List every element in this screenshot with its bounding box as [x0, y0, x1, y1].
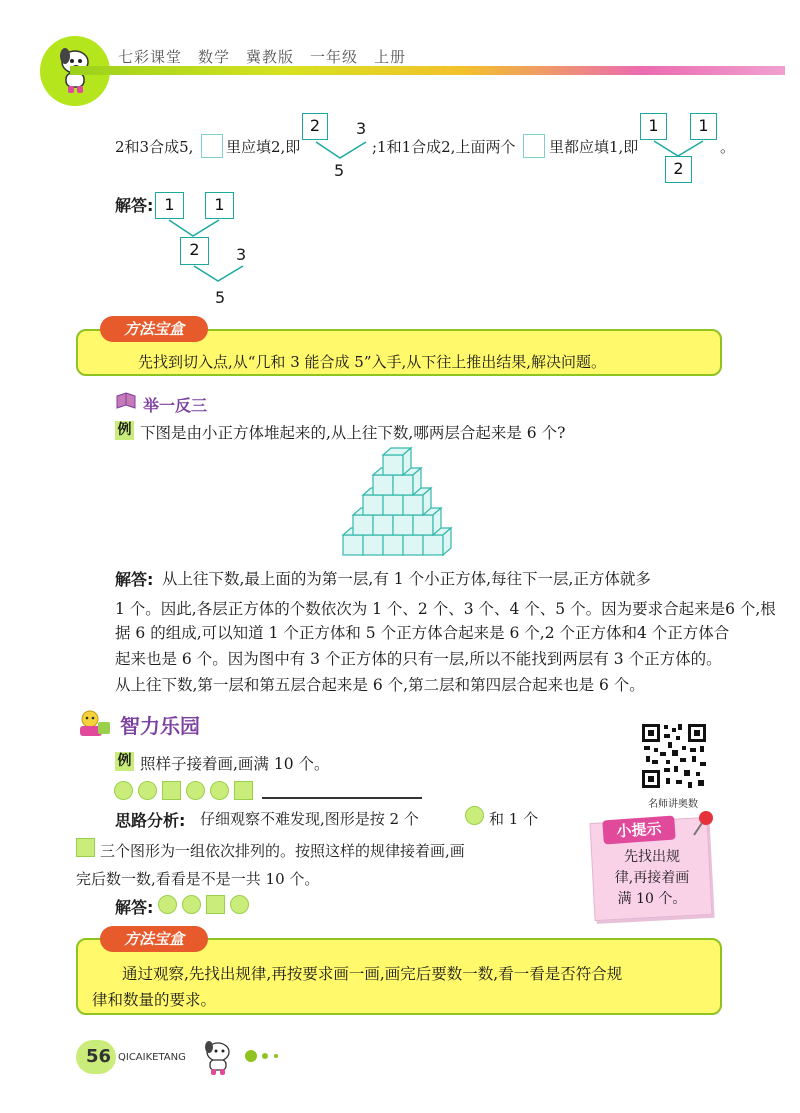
tip-line-2: 律,再接着画: [614, 870, 690, 886]
intro-part4: 里都应填1,即: [549, 138, 639, 156]
diag1-top-right: 3: [356, 119, 367, 138]
analysis-text-a: 仔细观察不难发现,图形是按 2 个: [200, 810, 419, 828]
diag1-top-left-box: 2: [302, 113, 328, 140]
pattern-square: [234, 781, 253, 800]
answer1-bottom: 5: [215, 288, 226, 307]
answer-square: [206, 895, 225, 914]
juyi-answer-line-1: 从上往下数,最上面的为第一层,有 1 个小正方体,每往下一层,正方体就多: [162, 570, 651, 588]
answer-circle: [158, 895, 177, 914]
footer-dog-icon: [198, 1038, 244, 1076]
answer1-box-1: 1: [155, 192, 184, 219]
tip-tag: 小提示: [602, 816, 675, 845]
analysis-label: 思路分析:: [115, 811, 186, 830]
answer-circle: [182, 895, 201, 914]
header-color-bar: [70, 66, 785, 75]
intro-empty-box-2: [523, 134, 545, 158]
juyi-answer-line-4: 起来也是 6 个。因为图中有 3 个正方体的只有一层,所以不能找到两层有 3 个正方体的。: [115, 650, 722, 668]
juyi-answer-line-2: 1 个。因此,各层正方体的个数依次为 1 个、2 个、3 个、4 个、5 个。因为要求合起来是6 个,根: [115, 600, 776, 618]
juyi-answer-line-3: 据 6 的组成,可以知道 1 个正方体和 5 个正方体合起来是 6 个,2 个正方体和4 个正方体合: [115, 624, 730, 642]
analysis-text-b: 和 1 个: [489, 810, 539, 828]
pattern-circle: [210, 781, 229, 800]
analysis-circle-shape: [465, 806, 484, 825]
method-text-1: 先找到切入点,从“几和 3 能合成 5”入手,从下往上推出结果,解决问题。: [138, 353, 607, 371]
puzzle-section-icon: [76, 708, 114, 738]
juyi-question: 下图是由小正方体堆起来的,从上往下数,哪两层合起来是 6 个?: [140, 424, 566, 442]
zhili-answer-shapes: [158, 894, 249, 914]
footer-dot-small: [274, 1054, 278, 1058]
pattern-circle: [114, 781, 133, 800]
pattern-square: [162, 781, 181, 800]
answer1-label: 解答:: [115, 196, 154, 215]
answer1-v-top: [165, 219, 225, 239]
analysis-text-c: 三个图形为一组依次排列的。按照这样的规律接着画,画: [100, 842, 465, 860]
intro-empty-box-1: [201, 134, 223, 158]
method-tag-1: 方法宝盒: [100, 316, 208, 342]
analysis-text-d: 完后数一数,看看是不是一共 10 个。: [76, 870, 320, 888]
diag2-top-right-box: 1: [690, 113, 717, 140]
cube-pyramid-figure: [339, 440, 463, 562]
book-icon: [115, 392, 137, 410]
diag1-v-lines: [312, 140, 372, 162]
answer-circle: [230, 895, 249, 914]
page-number: 56: [86, 1046, 112, 1067]
zhili-answer-label: 解答:: [115, 898, 154, 917]
zhili-question: 照样子接着画,画满 10 个。: [140, 755, 330, 773]
tip-text: [602, 847, 702, 910]
section-zhili-title: 智力乐园: [120, 714, 200, 738]
intro-part2: 里应填2,即: [226, 138, 301, 156]
answer1-box-2: 1: [205, 192, 234, 219]
intro-part3: ;1和1合成2,上面两个: [372, 138, 516, 156]
example-label-1: 例: [115, 421, 134, 440]
footer-brand: QICAIKETANG: [118, 1052, 186, 1063]
answer1-v-bottom: [190, 265, 250, 285]
example-label-2: 例: [115, 752, 134, 771]
intro-part5: 。: [720, 138, 736, 156]
intro-part1: 2和3合成5,: [115, 138, 194, 156]
footer-dot-large: [245, 1050, 257, 1062]
diag2-top-left-box: 1: [640, 113, 667, 140]
juyi-answer-label: 解答:: [115, 570, 154, 589]
pattern-circle: [186, 781, 205, 800]
analysis-square-shape: [76, 838, 95, 857]
footer-dot-mid: [262, 1053, 268, 1059]
header-title: 七彩课堂 数学 冀教版 一年级 上册: [118, 48, 407, 66]
qr-caption: 名师讲奥数: [648, 799, 698, 810]
qr-code-icon: [640, 722, 708, 790]
diag1-bottom: 5: [334, 161, 345, 180]
pattern-row: [114, 780, 253, 800]
juyi-answer-line-5: 从上往下数,第一层和第五层合起来是 6 个,第二层和第四层合起来也是 6 个。: [115, 676, 645, 694]
tip-line-1: 先找出规: [624, 849, 680, 865]
pattern-circle: [138, 781, 157, 800]
diag2-bottom-box: 2: [665, 156, 692, 183]
tip-line-3: 满 10 个。: [617, 891, 687, 907]
method2-line-2: 律和数量的要求。: [92, 991, 217, 1009]
method2-line-1: 通过观察,先找出规律,再按要求画一画,画完后要数一数,看一看是否符合规: [122, 965, 623, 983]
answer1-mid-right: 3: [236, 245, 247, 264]
pattern-answer-line: [262, 797, 422, 799]
method-tag-2: 方法宝盒: [100, 926, 208, 952]
section-juyi-title: 举一反三: [143, 396, 208, 415]
answer1-mid-box: 2: [180, 237, 209, 265]
pushpin-icon: [690, 808, 718, 838]
